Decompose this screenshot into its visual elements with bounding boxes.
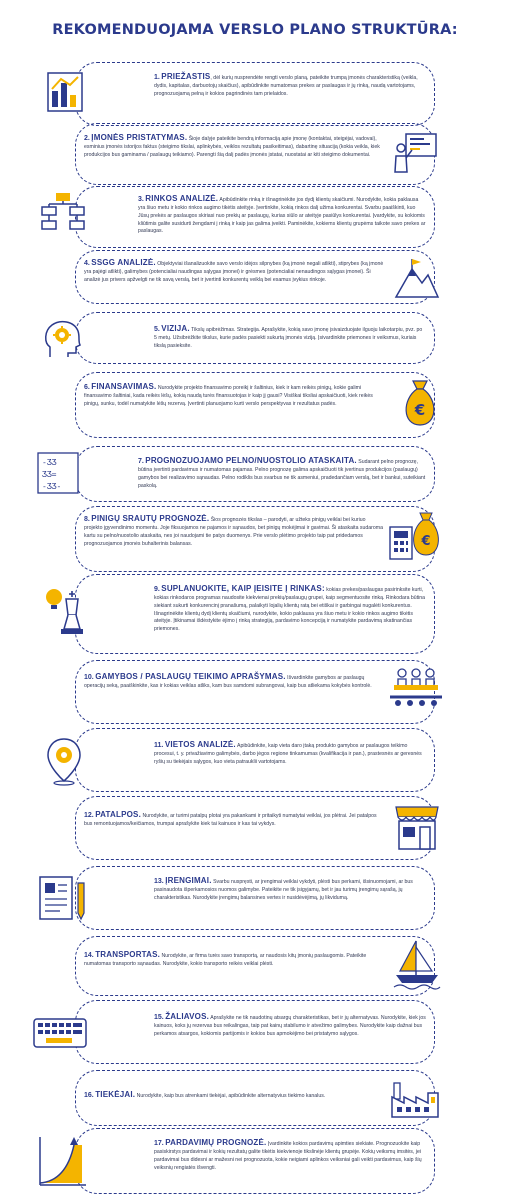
section-10-body: Išvardinkite gamybos ar paslaugų operacijų seką, paaiškinkite, kas ir kokias veiklas atliks, kam bus samdomi subrangovai, kaip bus atliekama kokybės kontrolė. (84, 675, 372, 690)
shop-icon (392, 803, 442, 853)
sailboat-icon (392, 937, 442, 991)
equation-icon (36, 451, 86, 497)
section-13-body: Svarbu nuspręsti, ar įrengimai veiklai vykdyti, plėsti bus perkami, išsinuomojami, ar bus pasinaudota išperkamosios nuomos galimybe. Pateikite ne tik įsigyjamų, bet ir jau turimų įrengimų sąrašą, jų charakteristikas. Nurodykite įrengimų balansines vertes ir nusidėvėjimą, jų likvidumą. (154, 879, 413, 902)
section-3 (75, 186, 435, 248)
section-3-heading: RINKOS ANALIZĖ. (145, 194, 219, 203)
section-6-heading: FINANSAVIMAS. (91, 382, 157, 391)
svg-text:-ƷƷ-: -ƷƷ- (42, 482, 62, 491)
section-9 (75, 574, 435, 654)
section-11-text (154, 739, 428, 767)
brain-gear-icon (40, 317, 86, 361)
section-17-text (154, 1137, 428, 1172)
euro-money-bag-icon (398, 377, 442, 429)
section-13-number: 13. (154, 878, 164, 885)
section-8-number: 8. (84, 516, 90, 523)
section-2-heading: ĮMONĖS PRISTATYMAS. (91, 133, 188, 142)
section-9-text (154, 583, 428, 634)
section-5-number: 5. (154, 326, 160, 333)
section-14-body: Nurodykite, ar firma turės savo transportą, ar naudosis kitų įmonių paslaugomis. Pateikite numatomas transporto sąnaudas. Nurodykite, kokio transporto reikės veiklai plėsti. (84, 953, 367, 968)
section-6-number: 6. (84, 384, 90, 391)
section-9-heading: SUPLANUOKITE, KAIP ĮEISITE Į RINKAS: (161, 584, 325, 593)
section-4-heading: SSGG ANALIZĖ. (91, 258, 156, 267)
mountain-flag-icon (394, 257, 440, 299)
section-10-number: 10. (84, 674, 94, 681)
section-14-text (84, 949, 384, 969)
section-13 (75, 866, 435, 930)
section-11-heading: VIETOS ANALIZĖ. (164, 740, 236, 749)
section-7 (42, 446, 435, 502)
section-7-number: 7. (138, 458, 144, 465)
section-12-text (84, 809, 384, 829)
section-1-number: 1. (154, 74, 160, 81)
section-7-heading: PROGNOZUOJAMO PELNO/NUOSTOLIO ATASKAITA. (145, 456, 357, 465)
section-9-number: 9. (154, 586, 160, 593)
section-12 (75, 796, 435, 860)
section-1 (75, 62, 435, 126)
chess-king-bulb-icon (42, 585, 92, 641)
org-chart-icon (38, 191, 88, 231)
section-2-text (84, 132, 380, 160)
section-15-number: 15. (154, 1014, 164, 1021)
section-2-body: Šioje dalyje pateikite bendrą informaciją apie įmonę (kontaktai, steigėjai, vadovai), esminius įmonės istorijos faktus (steigimo tikslai, aplinkybės, veiklos rezultatų pasikeitimas), dabartinę situaciją (kokia veikla, kiek produkcijos bus gaminama / paslaugų teikiamo). Parengti šią dalį padės įmonės įstatai, nuostatai ar kiti steigimo dokumentai. (84, 136, 380, 159)
section-9-body: kokias prekes/paslaugas pasirinksite kurti, kokias rinkodaros programas naudosite kiekvienai prekių/paslaugų grupei, kaip segmentuosite rinką. Rinkodara būtina siekiant sukurti konkurencinį pranašumą, palaikyti lojalių klientų ratą bei etiškai ir garbingai nugalėti konkurentus. Išnagrinėkite klientų dydį klientų skaičiumi, nurodykite, kokio paklausa yra šiuo metu ir kokio rinkos augimo tikėtis ateityje. Įtikinamai išdėstykite ėjimo į rinką strategiją, pardavimo koncepciją ir numatykite pardavimą skatinančias priemones. (154, 587, 426, 633)
section-16-number: 16. (84, 1092, 94, 1099)
section-4-number: 4. (84, 260, 90, 267)
calculator-money-icon (388, 509, 444, 565)
section-16-text (84, 1089, 384, 1101)
section-7-text (138, 455, 426, 490)
section-16-heading: TIEKĖJAI. (95, 1090, 136, 1099)
section-11-body: Apibūdinkite, kaip vieta daro įtaką produkto gamybos ar paslaugos teikimo procesui, t. y. privažiavimo galimybės, darbo jėgos regione tinkamumas (kvalifikacija ir pan.), prastesnės ar geresnės ryšių su tiekėjais sąlygos, kuo vieta patrauklii vartotojams. (154, 743, 422, 766)
section-14-heading: TRANSPORTAS. (95, 950, 161, 959)
keyboard-icon (32, 1015, 90, 1051)
svg-text:ƷƷ=: ƷƷ= (42, 470, 57, 479)
section-13-heading: ĮRENGIMAI. (165, 876, 212, 885)
section-10-text (84, 671, 380, 691)
section-8-heading: PINIGŲ SRAUTŲ PROGNOZĖ. (91, 514, 210, 523)
section-18 (75, 1196, 435, 1198)
section-15-body: Aprašykite ne tik naudotinų atsargų charakteristikas, bet ir jų alternatyvas. Nurodykite, kiek jos kainuos, koks jų rezervas bus reikalingas, taip pat kainų stabilumo ir atvežimo galimybes. Nurodykite kaip dažnai bus perkamos atsargos, kokiomis partijomis ir kokios bus apmokėjimo bei pristatymo sąlygos. (154, 1015, 426, 1038)
section-1-text (154, 71, 424, 99)
svg-text:€: € (414, 401, 426, 419)
section-5-heading: VIZIJA. (161, 324, 190, 333)
section-6-text (84, 381, 384, 409)
section-5-body: Tikslų apibrėžimas. Strategija. Aprašykite, kokią savo įmonę įsivaizduojate ilguoju laikotarpiu, pvz. po 5 metų. Užsibrėžkite tikslus, kurie padės pasiekti sukurtą įmonės viziją. Įsivardinkite priemones ir veiksmus, kuriais tikslą pasieksite. (154, 327, 423, 350)
section-17-body: Įvardinkite kokios pardavimų apimties siekiate. Prognozuokite kaip pasiskirstys pardavimai ir kokių rezultatų galite tikėtis kiekvienoje tikslinėje klientų grupėje. Kokių veiksmų imsitės, jei pardavimai bus didesni ar mažesni nei prognozuota, kokie neigiami aplinkos veiksniai gali veikti pardavimus, kaip šių veiksnių rengiatės išvengti. (154, 1141, 422, 1171)
section-12-body: Nurodykite, ar turimi patalpų plotai yra pakankami ir pritaikyti numatytai veiklai, jos plėtrai. Jei patalpos bus remontuojamos/keičiamos, trumpai aprašykite kiek tai kainuos ir kas tai vykdys. (84, 813, 377, 828)
section-4-text (84, 257, 384, 285)
section-2 (75, 123, 435, 185)
svg-text:€: € (421, 534, 431, 549)
section-13-text (154, 875, 428, 903)
section-7-body: Sudarant pelno prognozę, būtina įvertinti pardavimus ir numatomas pajamas. Pelno prognozę galima apskaičiuoti tik įvertinus produkcijos (paslaugų) gamybos bei realizavimo sąnaudas. Pelno rodiklis bus svarbus ne tik asmeniui, pradedančiam verslą, bet ir bankui, suteikiant paskolą. (138, 459, 426, 489)
section-5 (75, 312, 435, 364)
documents-pencil-icon (36, 873, 88, 925)
svg-text:-ƷƷ: -ƷƷ (42, 458, 57, 467)
growth-chart-icon (36, 1133, 88, 1189)
section-6 (75, 372, 435, 438)
page-title: REKOMENDUOJAMA VERSLO PLANO STRUKTŪRA: (52, 22, 458, 38)
section-17 (75, 1128, 435, 1194)
section-4 (75, 250, 435, 304)
section-14 (75, 936, 435, 996)
section-10 (75, 660, 435, 724)
section-10-heading: GAMYBOS / PASLAUGŲ TEIKIMO APRAŠYMAS. (95, 672, 286, 681)
section-1-body: , dėl kurių nusprendėte rengti verslo planą, pateikite trumpą įmonės charakteristiką (veikla, dydis, kapitalas, darbuotojų skaičius), apibūdinkite numatomas prekes ar paslaugas ir jų rinką, naudą vartotojams, prognozuojamą pelną ir kokios pagrindinės tam prielaidos. (154, 75, 418, 98)
section-12-number: 12. (84, 812, 94, 819)
conveyor-icon (386, 663, 446, 717)
section-17-number: 17. (154, 1140, 164, 1147)
section-2-number: 2. (84, 135, 90, 142)
section-8-body: Šios prognozės tikslas – parodyti, ar užteks pinigų veiklai bei kuriuo projekto įgyvendinimo momentu. Joje fiksuojamos ne pajamos ir sąnaudos, bet pinigų mokėjimai ir gavimai. Ši ataskaita sudaroma kartu su pelno/nuostolio ataskaita, nes joi naudojami tie patys duomenys. Prie verslo plėtimo projekto taip pat pridedamos prognozuojamos įmonės buhalterinis balansas. (84, 517, 384, 547)
bar-chart-icon (40, 69, 88, 117)
section-1-heading: PRIEŽASTIS (161, 72, 211, 81)
section-3-text (138, 193, 426, 236)
section-3-number: 3. (138, 196, 144, 203)
section-8-text (84, 513, 384, 548)
factory-icon (388, 1079, 442, 1121)
section-8 (75, 506, 435, 572)
section-12-heading: PATALPOS. (95, 810, 141, 819)
presentation-icon (392, 130, 440, 178)
section-17-heading: PARDAVIMŲ PROGNOZĖ. (165, 1138, 267, 1147)
section-5-text (154, 323, 424, 351)
section-16-body: Nurodykite, kaip bus atrenkami tiekėjai, apibūdinkite alternatyvius tiekimo kanalus. (135, 1093, 326, 1099)
section-3-body: Apibūdinkite rinką ir išnagrinėkite jos dydį klientų skaičiumi. Nurodykite, kokia paklausa yra šiuo metu ir kokio rinkos augimo tikėtis ateityje. Įvertinkite, kokią rinkos dalį užima konkurentai. Svarbu paaiškinti, kuo Jūsų prekės ar paslaugos skiriasi nuo prekių ar paslaugų, kurias siūlo ar ateityje pasiūlys konkurentai. Įvardykite, su kokiomis kliūtimis galite susidurti žengdami į rinką ir kaip jas galima įveikti. Paminėkite, kokiems klientų grupėms taikote savo prekes ar paslaugas. (138, 197, 426, 235)
section-14-number: 14. (84, 952, 94, 959)
location-pin-icon (40, 735, 88, 787)
section-6-body: Nurodykite projekto finansavimo poreikį ir šaltinius, kiek ir kam reikės pinigų, kokie galimi finansavimo šaltiniai, kada reikės lėšų, kokią naudą turės finansuotojas ir kaip jį gausi? Visiškai tiksliai apskaičiuoti, kiek reikės pinigų, sunku, todėl numatykite lėšų rezervą. Įvertinti planuojamo kurti verslo perspektyvas ir rezultatus padės. (84, 385, 373, 408)
section-15-heading: ŽALIAVOS. (165, 1012, 210, 1021)
section-15-text (154, 1011, 428, 1039)
section-16 (75, 1070, 435, 1126)
section-15 (75, 1000, 435, 1064)
section-11-number: 11. (154, 742, 164, 749)
section-4-body: Objektyviai išanalizuokite savo verslo idėjos silpnybes (ką įmonė negali atlikti), stiprybes (ką įmonė yra pajėgi atlikti), galimybes (potencialiai naudingas sąlygas įmonei) ir grėsmes (potencialiai nenaudingos sąlygas įmonei). Ši analizė jus privers apžvelgti ne tik savą verslą, bet ir įvertinti konkurentų veiklą bei esamus įvykius rinkoje. (84, 261, 384, 284)
section-11 (75, 728, 435, 792)
